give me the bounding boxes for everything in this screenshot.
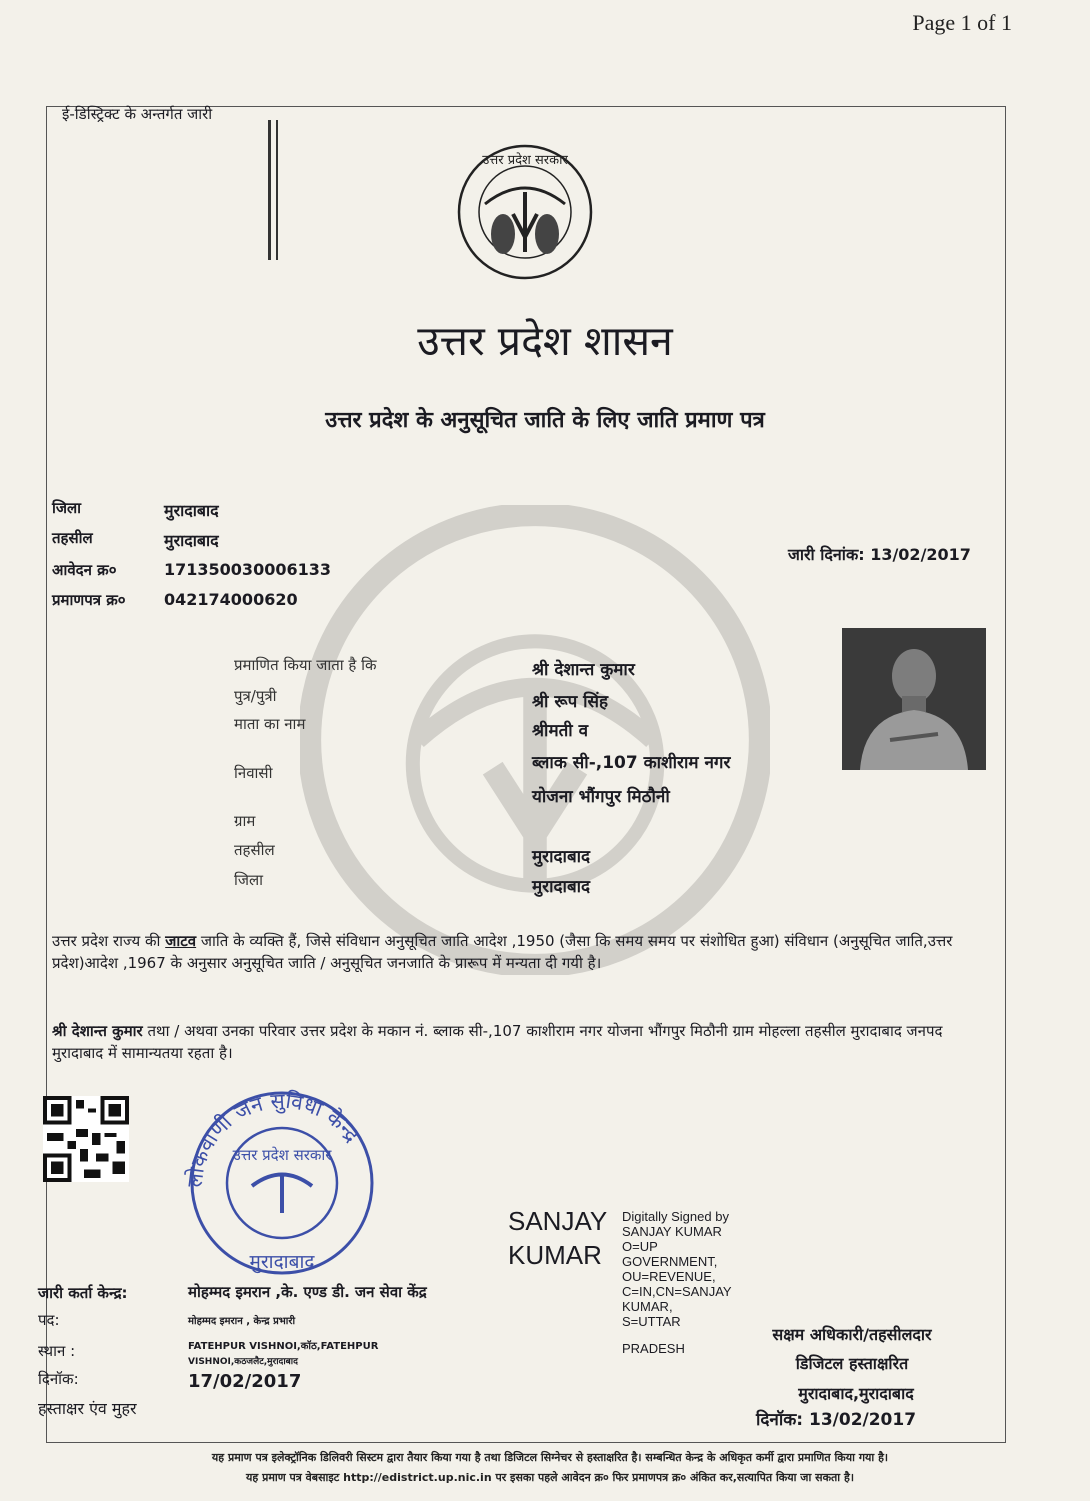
sign-seal-label: हस्ताक्षर एंव मुहर <box>38 1399 137 1418</box>
district-label-detail: जिला <box>234 871 264 889</box>
footer-line1: यह प्रमाण पत्र इलेक्ट्रॉनिक डिलिवरी सिस्टम द्वारा तैयार किया गया है तथा डिजिटल सिग्नेचर से हस्ताक्षरित है। सम्बन्धित केन्द्र के अधिकृत कर्मी द्वारा प्रमाणित किया गया है। <box>211 1451 889 1464</box>
qr-code-icon <box>43 1096 129 1182</box>
certificate-title: उत्तर प्रदेश के अनुसूचित जाति के लिए जाति प्रमाण पत्र <box>325 408 765 433</box>
caste-name: जाटव <box>165 932 197 950</box>
up-government-emblem-icon <box>455 142 595 282</box>
resident-label: निवासी <box>234 764 273 782</box>
paragraph-person-name: श्री देशान्त कुमार <box>52 1022 143 1040</box>
district-label: जिला <box>52 499 82 517</box>
page-number: Page 1 of 1 <box>912 10 1012 35</box>
person-photo-icon <box>842 628 986 770</box>
issued-under-text: ई-डिस्ट्रिक्ट के अन्तर्गत जारी <box>62 105 213 123</box>
child-of-label: पुत्र/पुत्री <box>234 687 277 705</box>
application-label: आवेदन क्र० <box>52 561 117 579</box>
stamp-inner-text: उत्तर प्रदेश सरकार <box>232 1146 332 1164</box>
stamp-place-text: मुरादाबाद <box>249 1251 315 1273</box>
residence-paragraph: श्री देशान्त कुमार तथा / अथवा उनका परिवार उत्तर प्रदेश के मकान नं. ब्लाक सी-,107 काशीराम नगर योजना भौंगपुर मिठौनी ग्राम मोहल्ला तहसील मुरादाबाद जनपद मुरादाबाद में सामान्यतया रहता है। <box>52 1022 943 1062</box>
district-value-detail: मुरादाबाद <box>532 877 591 897</box>
post-label: पद: <box>38 1311 60 1329</box>
emblem-text: उत्तर प्रदेश सरकार <box>482 153 568 168</box>
tehsil-label: तहसील <box>52 529 93 547</box>
place-value-line1: FATEHPUR VISHNOI,कॉठ,FATEHPUR <box>188 1341 379 1352</box>
footer-line2: यह प्रमाण पत्र वेबसाइट http://edistrict.up.nic.in पर इसका पहले आवेदन क्र० फिर प्रमाणपत्र क्र० अंकित कर,सत्यापित किया जा सकता है। <box>246 1471 854 1484</box>
applicant-photo <box>842 628 986 770</box>
place-value-line2: VISHNOI,कठजलैट,मुरादाबाद <box>188 1357 298 1367</box>
application-number: 171350030006133 <box>164 560 331 579</box>
mother-name: श्रीमती व <box>532 721 589 741</box>
date-label: दिनॉक: <box>38 1370 79 1388</box>
officer-signed: डिजिटल हस्ताक्षरित <box>795 1354 909 1373</box>
officer-title: सक्षम अधिकारी/तहसीलदार <box>772 1325 932 1344</box>
digital-sign-details: Digitally Signed by SANJAY KUMAR O=UP GOVERNMENT, OU=REVENUE, C=IN,CN=SANJAY KUMAR, S=UTTAR PRADESH <box>622 1209 732 1356</box>
certificate-label: प्रमाणपत्र क्र० <box>52 591 126 609</box>
tehsil-value-detail: मुरादाबाद <box>532 847 591 867</box>
digital-sign-name-line1: SANJAY <box>508 1206 608 1236</box>
place-label: स्थान : <box>38 1342 76 1360</box>
district-value: मुरादाबाद <box>164 501 219 520</box>
divider-bar <box>268 120 271 260</box>
digital-sign-name-line2: KUMAR <box>508 1240 602 1270</box>
officer-location: मुरादाबाद,मुरादाबाद <box>798 1384 914 1403</box>
caste-paragraph: उत्तर प्रदेश राज्य की जाटव जाति के व्यक्ति हैं, जिसे संविधान अनुसूचित जाति आदेश ,1950 (जैसा कि समय समय पर संशोधित हुआ) संविधान (अनुसूचित जाति,उत्तर प्रदेश)आदेश ,1967 के अनुसार अनुसूचित जाति / अनुसूचित जनजाति के प्रारूप में मन्यता दी गयी है। <box>52 932 953 972</box>
stamp-outer-text: लोकवाणी जन सुविधा केन्द्र <box>182 1088 365 1189</box>
address-line2: योजना भौंगपुर मिठौनी <box>532 787 670 807</box>
center-value: मोहम्मद इमरान ,के. एण्ड डी. जन सेवा केंद्र <box>188 1283 427 1301</box>
certificate-number: 042174000620 <box>164 590 298 609</box>
issuer-date: 17/02/2017 <box>188 1371 302 1392</box>
post-value: मोहम्मद इमरान , केन्द्र प्रभारी <box>188 1316 296 1327</box>
officer-date: दिनॉक: 13/02/2017 <box>755 1410 917 1430</box>
rubber-stamp-icon <box>172 1068 392 1288</box>
government-title: उत्तर प्रदेश शासन <box>417 317 673 365</box>
issue-date: जारी दिनांक: 13/02/2017 <box>788 545 971 564</box>
center-label: जारी कर्ता केन्द्र: <box>38 1284 128 1302</box>
mother-label: माता का नाम <box>234 715 306 733</box>
tehsil-value: मुरादाबाद <box>164 531 219 550</box>
address-line1: ब्लाक सी-,107 काशीराम नगर <box>532 753 731 773</box>
tehsil-label-detail: तहसील <box>234 841 275 859</box>
father-name: श्री रूप सिंह <box>532 692 609 712</box>
certified-label: प्रमाणित किया जाता है कि <box>234 656 377 674</box>
village-label: ग्राम <box>234 812 256 830</box>
person-name: श्री देशान्त कुमार <box>532 660 635 680</box>
divider-bar <box>276 120 278 260</box>
